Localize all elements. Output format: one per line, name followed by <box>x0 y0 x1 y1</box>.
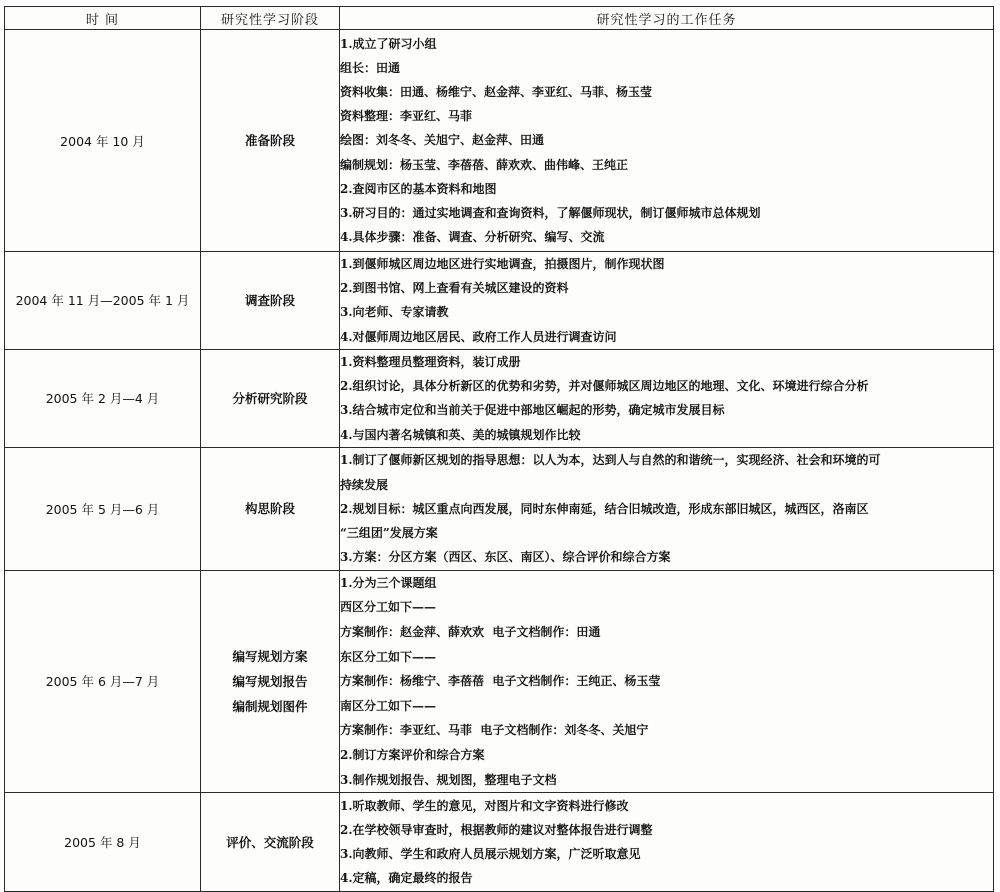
task-line: 2.到图书馆、网上查看有关城区建设的资料 <box>340 281 569 296</box>
task-line: 2.组织讨论，具体分析新区的优势和劣势，并对偃师城区周边地区的地理、文化、环境进行综合分析 <box>340 379 869 394</box>
stage-cell <box>201 349 340 447</box>
stage-label: 编写规划方案 <box>232 648 308 664</box>
stage-label: 编写规划报告 <box>232 673 308 689</box>
task-line: 1.听取教师、学生的意见，对图片和文字资料进行修改 <box>340 798 629 813</box>
tasks-cell <box>340 349 994 447</box>
stage-label: 准备阶段 <box>244 133 295 148</box>
task-line: 4.对偃师周边地区居民、政府工作人员进行调查访问 <box>340 329 617 344</box>
table-row <box>5 349 994 447</box>
task-line: 2.查阅市区的基本资料和地图 <box>340 181 497 196</box>
table-header-row <box>5 7 994 30</box>
header-tasks: 研究性学习的工作任务 <box>340 7 994 30</box>
task-line: 编制规划：杨玉莹、李蓓蓓、薛欢欢、曲伟峰、王纯正 <box>340 157 629 172</box>
task-line: 1.成立了研习小组 <box>340 36 437 51</box>
task-line: 4.定稿，确定最终的报告 <box>340 871 473 886</box>
stage-cell <box>201 252 340 350</box>
table-row <box>5 793 994 892</box>
table-row <box>5 447 994 570</box>
task-line: 方案制作：杨维宁、李蓓蓓 电子文档制作：王纯正、杨玉莹 <box>340 674 661 689</box>
table-row <box>5 30 994 252</box>
task-line: 3.研习目的：通过实地调查和查询资料，了解偃师现状，制订偃师城市总体规划 <box>340 206 761 220</box>
task-line: 资料整理：李亚红、马菲 <box>340 109 473 124</box>
task-line: 1.分为三个课题组 <box>340 575 437 590</box>
stage-label: 评价、交流阶段 <box>226 834 314 850</box>
tasks-cell <box>340 252 994 350</box>
stage-cell <box>201 793 340 892</box>
task-line: 4.具体步骤：准备、调查、分析研究、编写、交流 <box>340 230 605 245</box>
tasks-cell <box>340 570 994 792</box>
task-line: 3.向教师、学生和政府人员展示规划方案，广泛听取意见 <box>340 847 641 862</box>
table-body <box>5 30 994 892</box>
table-row <box>5 252 994 350</box>
stage-cell <box>201 447 340 570</box>
task-line: 资料收集：田通、杨维宁、赵金萍、李亚红、马菲、杨玉莹 <box>340 84 653 99</box>
task-line: 1.到偃师城区周边地区进行实地调查，拍摄图片，制作现状图 <box>340 257 665 271</box>
table-row <box>5 570 994 792</box>
tasks-cell <box>340 793 994 892</box>
stage-label: 调查阶段 <box>244 292 295 308</box>
stage-cell <box>201 570 340 792</box>
task-line: 方案制作：赵金萍、薛欢欢 电子文档制作：田通 <box>340 625 601 639</box>
task-line: 东区分工如下—— <box>340 649 437 664</box>
header-stage: 研究性学习阶段 <box>201 7 340 30</box>
task-line: 3.向老师、专家请教 <box>340 305 449 320</box>
task-line: 3.制作规划报告、规划图，整理电子文档 <box>340 772 557 787</box>
task-line: 4.与国内著名城镇和英、美的城镇规划作比较 <box>340 427 581 442</box>
task-line: “三组团”发展方案 <box>340 525 438 540</box>
task-line: 2.在学校领导审查时，根据教师的建议对整体报告进行调整 <box>340 822 653 837</box>
task-line: 组长：田通 <box>340 60 401 75</box>
stage-label: 编制规划图件 <box>232 698 308 714</box>
task-line: 西区分工如下—— <box>340 600 437 615</box>
task-line: 1.制订了偃师新区规划的指导思想：以人为本，达到人与自然的和谐统一，实现经济、社会和环境的可 <box>340 453 881 468</box>
stage-label: 分析研究阶段 <box>232 390 308 406</box>
task-line: 2.规划目标：城区重点向西发展，同时东伸南延，结合旧城改造，形成东部旧城区，城西区，洛南区 <box>340 501 869 516</box>
time-cell: 2005 年 2 月—4 月 <box>5 349 201 447</box>
task-line: 1.资料整理员整理资料，装订成册 <box>340 354 521 369</box>
time-cell: 2005 年 6 月—7 月 <box>5 570 201 792</box>
time-cell: 2005 年 5 月—6 月 <box>5 447 201 570</box>
tasks-cell <box>340 447 994 570</box>
task-line: 3.方案：分区方案（西区、东区、南区）、综合评价和综合方案 <box>340 550 671 565</box>
header-time: 时 间 <box>5 7 201 30</box>
task-line: 方案制作：李亚红、马菲 电子文档制作：刘冬冬、关旭宁 <box>340 723 649 738</box>
research-plan-table <box>4 6 994 892</box>
task-line: 持续发展 <box>340 477 389 492</box>
stage-cell <box>201 30 340 252</box>
task-line: 2.制订方案评价和综合方案 <box>340 747 485 762</box>
time-cell: 2004 年 11 月—2005 年 1 月 <box>5 252 201 350</box>
time-cell: 2004 年 10 月 <box>5 30 201 252</box>
task-line: 3.结合城市定位和当前关于促进中部地区崛起的形势，确定城市发展目标 <box>340 403 725 418</box>
tasks-cell <box>340 30 994 252</box>
task-line: 南区分工如下—— <box>340 698 437 713</box>
stage-label: 构思阶段 <box>244 501 295 517</box>
task-line: 绘图：刘冬冬、关旭宁、赵金萍、田通 <box>340 133 545 148</box>
time-cell: 2005 年 8 月 <box>5 793 201 892</box>
